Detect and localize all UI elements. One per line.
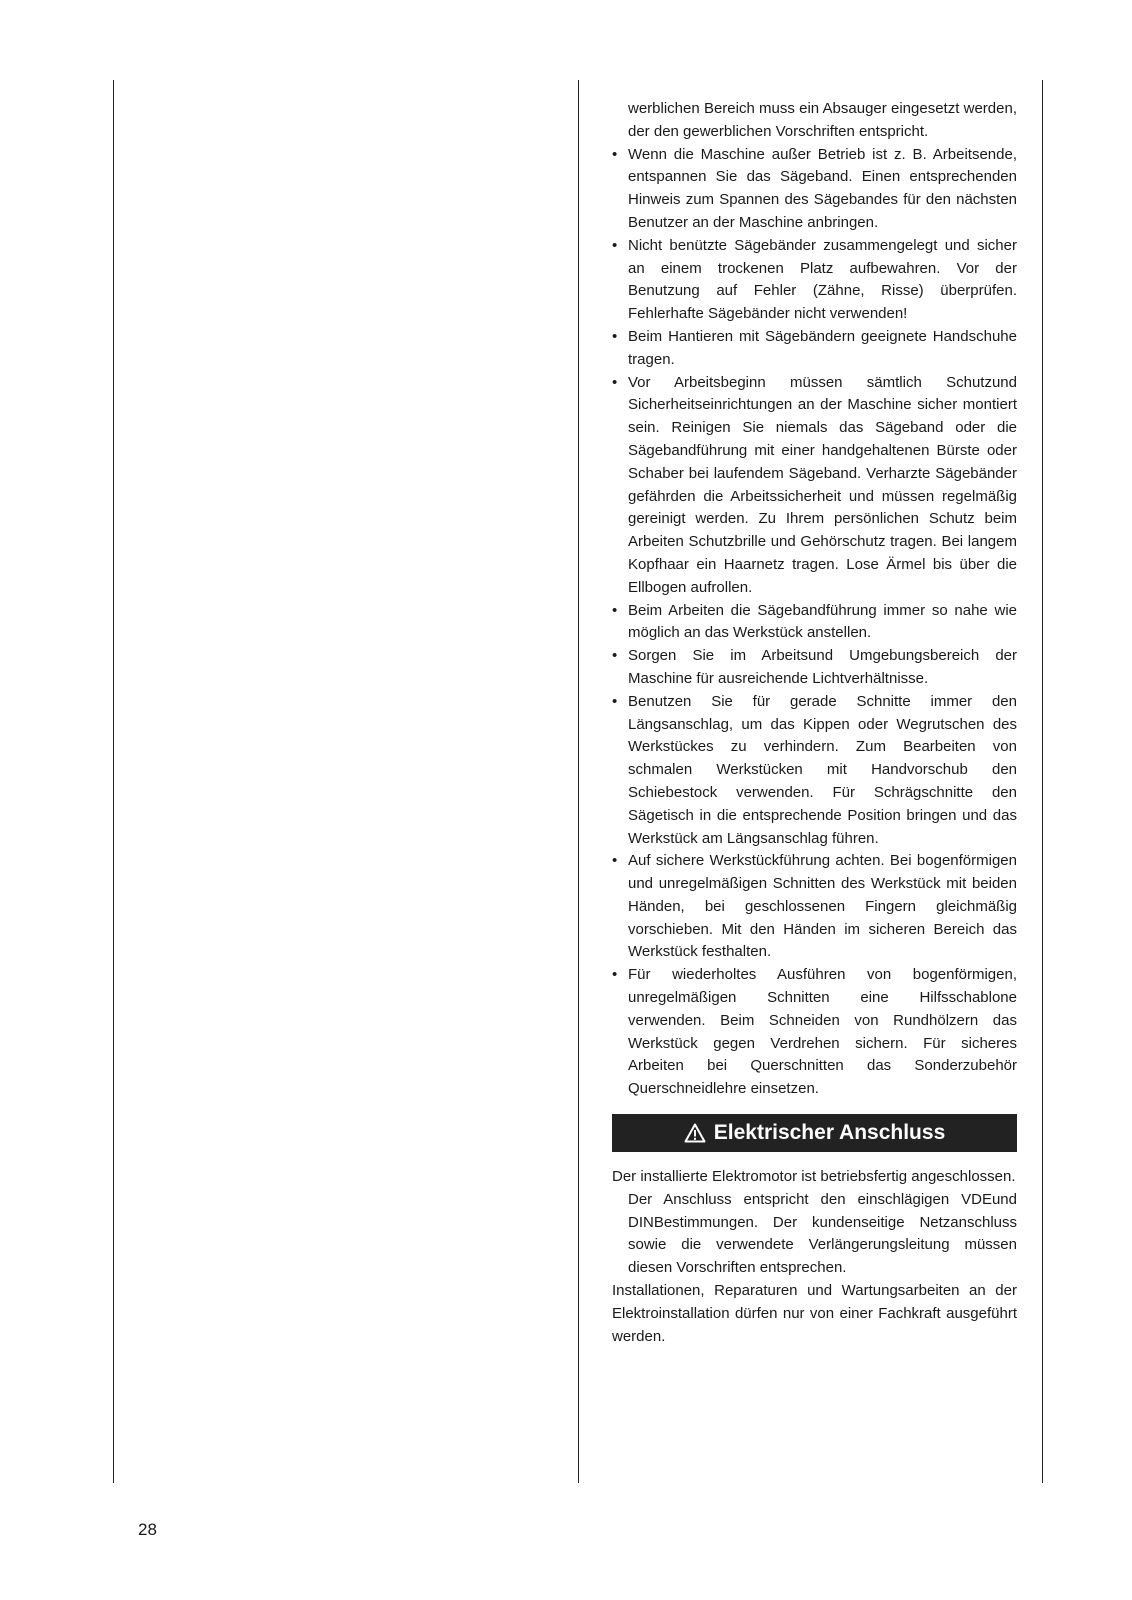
bullet-dot: •: [612, 145, 618, 163]
bullet-dot: •: [612, 647, 618, 665]
list-item: [612, 235, 1017, 326]
list-item: [612, 645, 1017, 691]
section-paragraph-indented: Der Anschluss entspricht den einschlägigen VDEund DINBestimmungen. Der kundenseitige Netzanschluss sowie die verwendete Verlängerungsleitung müssen diesen Vorschriften entsprechen.: [628, 1190, 1017, 1277]
list-item-text: Für wiederholtes Ausführen von bogenförmigen, unregelmäßigen Schnitten eine Hilfsschablone verwenden. Beim Schneiden von Rundhölzern das Werkstück gegen Verdrehen sichern. Für sicheres Arbeiten bei Querschnitten das Sonderzubehör Querschneidlehre einsetzen.: [628, 966, 1017, 1098]
list-item-text: Benutzen Sie für gerade Schnitte immer den Längsanschlag, um das Kippen oder Wegrutschen des Werkstückes zu verhindern. Zum Bearbeiten von schmalen Werkstücken mit Handvorschub den Schiebestock verwenden. Für Schrägschnitte den Sägetisch in die entsprechende Position bringen und das Werkstück am Längsanschlag führen.: [628, 692, 1017, 847]
left-column-empty: [114, 80, 576, 1483]
list-item: [612, 850, 1017, 964]
bullet-dot: •: [612, 601, 618, 619]
list-item: [612, 691, 1017, 851]
list-item: [612, 964, 1017, 1101]
section-header-electrical: [612, 1114, 1017, 1152]
bullet-dot: •: [612, 373, 618, 391]
list-item: [612, 326, 1017, 372]
list-item-text: Beim Arbeiten die Sägebandführung immer so nahe wie möglich an das Werkstück anstellen.: [628, 601, 1017, 642]
right-margin-rule: [1042, 80, 1043, 1483]
section-title: Elektrischer Anschluss: [713, 1120, 946, 1144]
intro-continuation-text: werblichen Bereich muss ein Absauger eingesetzt werden, der den gewerblichen Vorschriften entspricht.: [628, 100, 1017, 140]
section-paragraph: Installationen, Reparaturen und Wartungsarbeiten an der Elektroinstallation dürfen nur von einer Fachkraft ausgeführt werden.: [612, 1282, 1017, 1345]
right-column: [612, 98, 1017, 1348]
list-item-text: Wenn die Maschine außer Betrieb ist z. B. Arbeitsende, entspannen Sie das Sägeband. Einen entsprechenden Hinweis zum Spannen des Sägebandes für den nächsten Benutzer an der Maschine anbringen.: [628, 145, 1017, 231]
list-item-text: Vor Arbeitsbeginn müssen sämtlich Schutzund Sicherheitseinrichtungen an der Maschine sicher montiert sein. Reinigen Sie niemals das Sägeband oder die Sägebandführung mit einer handgehaltenen Bürste oder Schaber bei laufendem Sägeband. Verharzte Sägebänder gefährden die Arbeitssicherheit und müssen regelmäßig gereinigt werden. Zu Ihrem persönlichen Schutz beim Arbeiten Schutzbrille und Gehörschutz tragen. Bei langem Kopfhaar ein Haarnetz tragen. Lose Ärmel bis über die Ellbogen aufrollen.: [628, 373, 1017, 596]
bullet-dot: •: [612, 327, 618, 345]
list-item-text: Sorgen Sie im Arbeitsund Umgebungsbereich der Maschine für ausreichende Lichtverhältnisse.: [628, 647, 1017, 687]
page-number: 28: [138, 1520, 157, 1539]
bullet-dot: •: [612, 236, 618, 254]
warning-triangle-icon: [684, 1123, 706, 1143]
section-paragraph: Der installierte Elektromotor ist betriebsfertig angeschlossen.: [612, 1168, 1016, 1186]
bullet-dot: •: [612, 966, 618, 984]
list-item: [612, 144, 1017, 235]
bullet-dot: •: [612, 692, 618, 710]
list-item-text: Beim Hantieren mit Sägebändern geeignete Handschuhe tragen.: [628, 327, 1017, 368]
list-item: [612, 600, 1017, 646]
list-item-text: Auf sichere Werkstückführung achten. Bei bogenförmigen und unregelmäßigen Schnitten des Werkstück mit beiden Händen, bei geschlossenen Fingern gleichmäßig vorschieben. Mit den Händen im sicheren Bereich das Werkstück festhalten.: [628, 852, 1017, 961]
bullet-dot: •: [612, 852, 618, 870]
safety-bullet-list: [612, 144, 1017, 1101]
column-divider-rule: [578, 80, 579, 1483]
list-item: [612, 372, 1017, 600]
list-item-text: Nicht benützte Sägebänder zusammengelegt und sicher an einem trockenen Platz aufbewahren. Vor der Benutzung auf Fehler (Zähne, Risse) überprüfen. Fehlerhafte Sägebänder nicht verwenden!: [628, 236, 1017, 323]
